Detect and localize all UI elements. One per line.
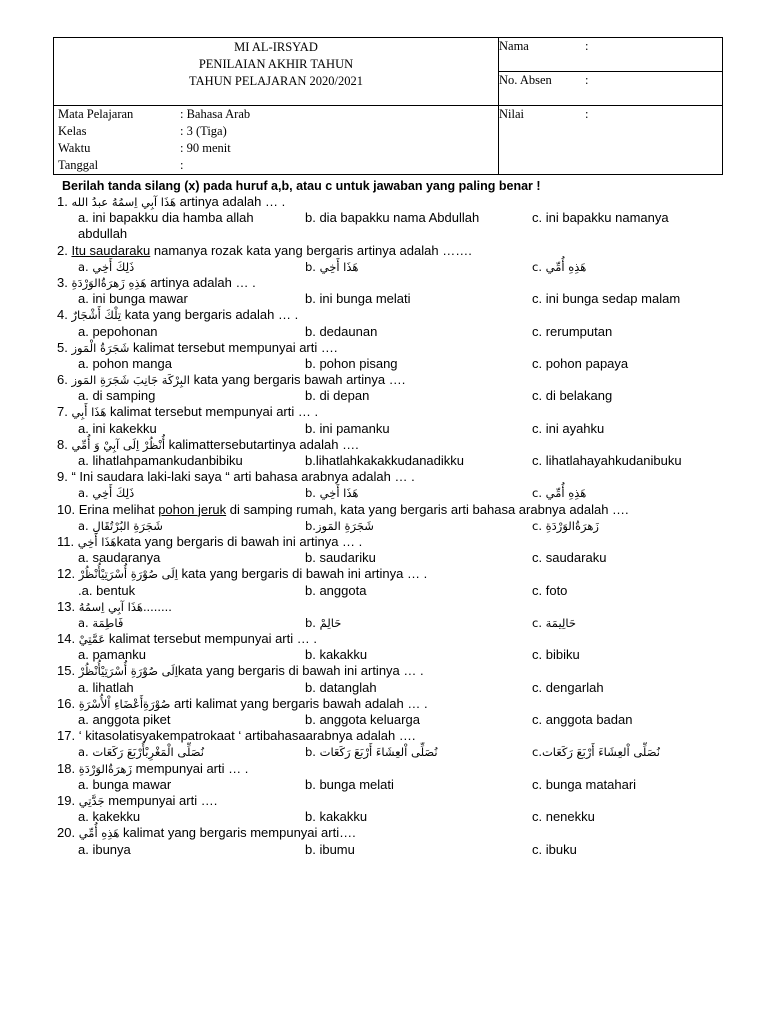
student-field-value: : [585, 107, 589, 121]
option-a[interactable]: a. ibunya [78, 841, 131, 857]
option-continuation: abdullah [78, 226, 128, 242]
options-row [0, 809, 768, 825]
option-c[interactable]: c. bibiku [532, 647, 580, 663]
question-number: 3. [57, 274, 68, 290]
question-row [0, 404, 768, 420]
option-b[interactable]: b. هَذَا أَخِي [305, 259, 359, 274]
option-a[interactable]: .a. bentuk [78, 582, 136, 598]
question-stem [57, 825, 356, 841]
question-row [0, 761, 768, 777]
options-row [0, 518, 768, 534]
question-row [0, 566, 768, 582]
option-c[interactable]: c. ini bunga sedap malam [532, 291, 681, 307]
option-a[interactable]: a. lihatlah [78, 679, 134, 695]
question-text: “ Ini saudara laki-laki saya “ [71, 469, 230, 485]
options-row [0, 680, 768, 696]
question-number: 13. [57, 598, 76, 614]
option-c[interactable]: c. bunga matahari [532, 776, 637, 792]
question-number: 16. [57, 695, 76, 711]
question-stem [57, 307, 298, 323]
question-row [0, 437, 768, 453]
info-row [54, 140, 498, 157]
question-stem [57, 663, 424, 679]
option-c[interactable]: c. pohon papaya [532, 355, 629, 371]
question-number: 12. [57, 566, 76, 582]
school-name: MI AL-IRSYAD [234, 40, 318, 54]
student-absen-cell [499, 72, 723, 106]
info-row [54, 123, 498, 140]
info-row [54, 106, 498, 123]
option-a[interactable]: a. شَجَرَةِ البُرْتُقَالِ [78, 518, 163, 533]
option-c[interactable]: c. ini bapakku namanya [532, 210, 669, 226]
options-row [0, 388, 768, 404]
question-row [0, 728, 768, 744]
option-a[interactable]: a. ذَلِكَ أَخِي [78, 259, 135, 274]
arabic-phrase: هَذَا أَخِي [77, 534, 117, 549]
question-stem [57, 728, 415, 744]
question-stem [57, 469, 415, 485]
option-c[interactable]: c. rerumputan [532, 323, 613, 339]
arabic-phrase: جَدَّتِي [78, 793, 105, 808]
question-stem [57, 696, 428, 712]
info-label: Tanggal [58, 158, 99, 172]
underlined-phrase: pohon jeruk [158, 501, 227, 517]
options-row [0, 712, 768, 728]
question-number: 15. [57, 663, 76, 679]
option-b[interactable]: b. di depan [305, 388, 370, 404]
option-c[interactable]: c. nenekku [532, 809, 595, 825]
options-row [0, 777, 768, 793]
option-b[interactable]: b. حَالِمْ [305, 615, 342, 630]
student-nilai-cell [499, 106, 723, 175]
question-text: kata yang bergaris bawah artinya …. [189, 372, 406, 388]
question-number: 17. [57, 728, 76, 744]
question-row [0, 469, 768, 485]
question-stem [57, 243, 472, 259]
question-number: 20. [57, 825, 76, 841]
question-stem [57, 372, 405, 388]
question-number: 6. [57, 372, 68, 388]
option-b[interactable]: b. kakakku [305, 809, 368, 825]
option-c[interactable]: c.نُصَلِّى اْلعِشَاءَ أَرْبَعَ رَكَعَات [532, 745, 660, 760]
options-row [0, 324, 768, 340]
question-row [0, 599, 768, 615]
question-stem [57, 631, 317, 647]
info-value: : [180, 158, 184, 172]
question-stem [57, 761, 248, 777]
info-value: : 90 menit [180, 141, 231, 155]
question-stem [57, 566, 427, 582]
arabic-phrase: البِرْكَة جَانِبَ شَجَرَةِ المَوز [71, 373, 190, 388]
option-a[interactable]: a. di samping [78, 388, 156, 404]
question-stem [57, 793, 217, 809]
option-a[interactable]: a. anggota piket [78, 712, 171, 727]
student-field-label: Nama [499, 39, 529, 53]
option-c[interactable]: c. حَالِيمَة [532, 615, 577, 630]
question-number: 1. [57, 194, 68, 209]
question-text: kalimat tersebut mempunyai arti … . [106, 404, 319, 420]
arabic-phrase: هَذَا آبِي اِسمُهُ [78, 599, 143, 614]
option-c[interactable]: c. ibuku [532, 841, 577, 857]
option-b[interactable]: b. ibumu [305, 841, 355, 857]
option-c[interactable]: c. lihatlahayahkudanibuku [532, 453, 682, 468]
arabic-phrase: اِلَى صُوْرَةِ أُسْرَتِيْأُنْظُرْ [78, 664, 178, 679]
option-c[interactable]: c. anggota badan [532, 712, 633, 727]
info-value: : Bahasa Arab [180, 107, 251, 121]
question-text: kata yang bergaris di bawah ini artinya … . [177, 663, 424, 679]
exam-name: PENILAIAN AKHIR TAHUN [198, 57, 354, 71]
student-field-label: No. Absen [499, 73, 552, 87]
question-list [0, 194, 768, 858]
arabic-phrase: هَذِهِ زَهرَةُالوَرْدَةِ [71, 275, 147, 290]
question-text: arti kalimat yang bergaris bawah adalah … . [170, 695, 428, 711]
arabic-phrase: أُنْظُرْ اِلَى آبِيْ وَ أُمِّي [71, 437, 166, 452]
question-stem [57, 502, 629, 518]
question-text: ........ [142, 598, 172, 614]
question-text: arti bahasa arabnya adalah … . [229, 469, 415, 485]
question-row [0, 275, 768, 291]
option-b[interactable]: b.شَجَرَةِ المَوز [305, 518, 374, 533]
options-row [0, 210, 768, 226]
question-row [0, 340, 768, 356]
question-row [0, 696, 768, 712]
school-cell [54, 38, 499, 106]
info-label: Waktu [58, 141, 91, 155]
student-field-value: : [585, 73, 589, 87]
info-row [54, 157, 498, 174]
question-number: 2. [57, 242, 68, 258]
options-row [0, 356, 768, 372]
option-c[interactable]: c. هَذِهِ أُمِّي [532, 259, 587, 274]
exam-info-cell [54, 106, 499, 175]
option-a[interactable]: a. pepohonan [78, 323, 158, 339]
question-text: ‘ kitasolatisyakempatrokaat ‘ artibahasaarabnya adalah …. [78, 728, 416, 744]
option-b[interactable]: b. dia bapakku nama Abdullah [305, 210, 480, 226]
question-number: 5. [57, 339, 68, 355]
option-b[interactable]: b. bunga melati [305, 776, 394, 792]
option-c[interactable]: c. زَهرَةُالوَرْدَةِ [532, 518, 599, 533]
options-row [0, 259, 768, 275]
arabic-phrase: عَمَّتِيْ [78, 632, 106, 647]
question-text: kalimat tersebut mempunyai arti …. [129, 339, 338, 355]
instruction: Berilah tanda silang (x) pada huruf a,b, atau c untuk jawaban yang paling benar ! [62, 179, 541, 193]
question-number: 4. [57, 307, 68, 323]
question-text: artinya adalah … . [176, 194, 286, 209]
question-row [0, 307, 768, 323]
question-text: namanya rozak kata yang bergaris artinya adalah ……. [150, 242, 472, 258]
option-a[interactable]: a. kakekku [78, 809, 141, 825]
arabic-phrase: شَجَرَةُ الْمَوز [71, 340, 130, 355]
underlined-phrase: Itu saudaraku [71, 242, 151, 258]
options-row [0, 421, 768, 437]
option-a[interactable]: a. فَاطِمَة [78, 615, 124, 630]
question-text: Erina melihat [78, 501, 159, 517]
question-stem [57, 340, 337, 356]
options-row [0, 583, 768, 599]
question-number: 19. [57, 792, 76, 808]
options-row [0, 453, 768, 469]
arabic-phrase: صُوْرَةِأَعْضَاءِ اْلأُسْرَةِ [78, 696, 171, 711]
option-b[interactable]: b.lihatlahkakakkudanadikku [305, 453, 464, 468]
question-number: 10. [57, 501, 76, 517]
question-row [0, 631, 768, 647]
question-stem [57, 404, 318, 420]
question-text: kalimat yang bergaris mempunyai arti…. [119, 825, 356, 841]
option-continuation-row [0, 226, 768, 242]
option-a[interactable]: a. bunga mawar [78, 776, 172, 792]
option-c[interactable]: c. ini ayahku [532, 420, 605, 436]
option-b[interactable]: b. ini bunga melati [305, 291, 411, 307]
option-b[interactable]: b. anggota [305, 582, 367, 598]
student-field-value: : [585, 39, 589, 53]
question-row [0, 825, 768, 841]
student-field-label: Nilai [499, 107, 524, 121]
arabic-phrase: هَذَا آبِي اِسمُهُ عبدُ الله [71, 195, 177, 209]
question-stem [57, 599, 172, 615]
question-text: kata yang bergaris di bawah ini artinya … . [116, 533, 363, 549]
options-row [0, 485, 768, 501]
option-a[interactable]: a. pohon manga [78, 355, 172, 371]
question-row [0, 372, 768, 388]
options-row [0, 744, 768, 760]
arabic-phrase: اِلَى صُوْرَةِ أُسْرَتِيْأُنْظُرْ [78, 567, 178, 582]
question-stem [57, 275, 256, 291]
question-number: 14. [57, 631, 76, 647]
option-c[interactable]: c. foto [532, 582, 568, 598]
student-name-cell [499, 38, 723, 72]
question-row [0, 502, 768, 518]
question-text: mempunyai arti … . [132, 760, 249, 776]
options-row [0, 647, 768, 663]
question-row [0, 534, 768, 550]
question-stem [57, 534, 362, 550]
question-stem [57, 437, 359, 453]
option-b[interactable]: b. نُصَلِّى اْلعِشَاءَ أَرْبَعَ رَكَعَات [305, 745, 438, 760]
option-b[interactable]: b. pohon pisang [305, 355, 398, 371]
option-a[interactable]: a. ini kakekku [78, 420, 157, 436]
question-row [0, 793, 768, 809]
option-c[interactable]: c. dengarlah [532, 679, 604, 695]
option-c[interactable]: c. di belakang [532, 388, 613, 404]
arabic-phrase: هَذَا أَبِي [71, 405, 107, 420]
options-row [0, 550, 768, 566]
question-stem [57, 194, 285, 210]
option-b[interactable]: b. dedaunan [305, 323, 378, 339]
question-number: 9. [57, 469, 68, 485]
question-number: 7. [57, 404, 68, 420]
option-a[interactable]: a. ini bunga mawar [78, 291, 188, 307]
options-row [0, 842, 768, 858]
question-text: artinya adalah … . [146, 274, 256, 290]
header-table [53, 37, 723, 175]
arabic-phrase: هَذِهِ أُمِّي [78, 826, 120, 841]
question-text: kata yang bergaris adalah … . [121, 307, 299, 323]
options-row [0, 291, 768, 307]
options-row [0, 615, 768, 631]
option-a[interactable]: a. lihatlahpamankudanbibiku [78, 453, 243, 468]
option-b[interactable]: b. kakakku [305, 647, 368, 663]
question-text: di samping rumah, kata yang bergaris arti bahasa arabnya adalah …. [226, 501, 629, 517]
arabic-phrase: زَهرَةُالوَرْدَةِ [78, 761, 133, 776]
option-a[interactable]: a. ذَلِكَ أَخِي [78, 486, 135, 501]
question-number: 8. [57, 436, 68, 452]
question-text: kalimattersebutartinya adalah …. [165, 436, 359, 452]
question-number: 18. [57, 760, 76, 776]
option-b[interactable]: b. ini pamanku [305, 420, 390, 436]
info-label: Mata Pelajaran [58, 107, 134, 121]
option-a[interactable]: a. نُصَلِّى الْمَغْرِبْأَرْبَعَ رَكَعَات [78, 745, 204, 760]
question-row [0, 194, 768, 210]
question-text: kata yang bergaris di bawah ini artinya … . [177, 566, 428, 582]
arabic-phrase: تِلْكَ أَشْجَارٌ [71, 308, 122, 323]
question-text: mempunyai arti …. [104, 792, 218, 808]
option-a[interactable]: a. ini bapakku dia hamba allah [78, 210, 254, 226]
option-b[interactable]: b. anggota keluarga [305, 712, 420, 727]
option-c[interactable]: c. هَذِهِ أُمِّي [532, 486, 587, 501]
option-b[interactable]: b. هَذَا أَخِي [305, 486, 359, 501]
option-b[interactable]: b. datanglah [305, 679, 377, 695]
question-row [0, 243, 768, 259]
option-a[interactable]: a. pamanku [78, 647, 146, 663]
option-a[interactable]: a. saudaranya [78, 550, 161, 566]
question-text: kalimat tersebut mempunyai arti … . [105, 631, 317, 647]
school-year: TAHUN PELAJARAN 2020/2021 [189, 74, 363, 88]
info-label: Kelas [58, 124, 87, 138]
question-number: 11. [57, 533, 75, 549]
info-value: : 3 (Tiga) [180, 124, 227, 138]
option-b[interactable]: b. saudariku [305, 550, 376, 566]
option-c[interactable]: c. saudaraku [532, 550, 607, 566]
question-row [0, 663, 768, 679]
